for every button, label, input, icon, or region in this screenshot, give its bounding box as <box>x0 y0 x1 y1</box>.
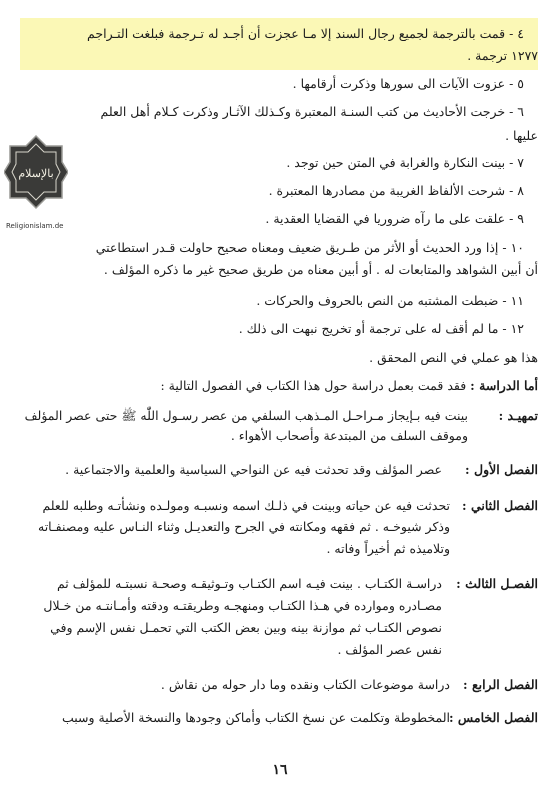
section-1-line-1: عصر المؤلف وقد تحدثت فيه عن النواحي السياسية والعلمية والاجتماعية . <box>65 462 442 477</box>
section-3-line-3: نصوص الكتـاب ثم موازنة بينه وبين بعض الكتب التي تحمـل نفس الإسم وفي <box>50 620 442 635</box>
item-5: ٥ - عزوت الآيات الى سورها وذكرت أرقامها . <box>292 76 524 91</box>
item-4: ٤ - قمت بالترجمة لجميع رجال السند إلا مـا عجزت أن أجـد له تـرجمة فبلغت التـراجم <box>87 26 524 41</box>
logo-caption: Religionislam.de <box>6 222 64 230</box>
section-2-line-2: وذكر شيوخـه . ثم فقهه ومكانته في الجرح والتعديـل وثناء النـاس عليه ومصنفـاته <box>38 519 450 534</box>
section-2-line-1: تحدثت فيه عن حياته وبينت في ذلـك اسمه ونسبـه ومولـده ونشأتـه وطلبه للعلم <box>42 498 450 513</box>
closing-line: هذا هو عملي في النص المحقق . <box>369 350 538 365</box>
section-label-2: الفصل الثاني : <box>462 498 538 513</box>
section-label-4: الفصل الرابع : <box>462 677 538 692</box>
section-label-1: الفصل الأول : <box>465 462 538 477</box>
section-label-intro: تمهيـد : <box>498 408 538 423</box>
item-10-continued: أن أبين الشواهد والمتابعات له . أو أبين معناه من طريق صحيح غير ما ذكره المؤلف . <box>103 262 538 277</box>
item-7: ٧ - بينت النكارة والغرابة في المتن حين توجد . <box>286 155 524 170</box>
section-4-line-1: دراسة موضوعات الكتاب ونقده وما دار حوله من نقاش . <box>160 677 450 692</box>
section-intro-line-2: وموقف السلف من المبتدعة وأصحاب الأهواء . <box>230 428 468 443</box>
svg-text:بالإسلام: بالإسلام <box>18 167 54 180</box>
page-number: ١٦ <box>272 762 288 778</box>
section-2-line-3: وتلاميذه ثم أخيراً وفاته . <box>326 541 450 556</box>
section-3-line-2: مصـادره وموارده في هـذا الكتـاب ومنهجـه وطريقتـه ودقته وأمـانتـه من خـلال <box>43 598 442 613</box>
item-9: ٩ - علقت على ما رآه ضروريا في القضايا العقدية . <box>265 211 524 226</box>
item-10: ١٠ - إذا ورد الحديث أو الأثر من طـريق ضعيف ومعناه صحيح حاولت قـدر استطاعتي <box>95 240 524 255</box>
religion-islam-logo-icon <box>4 132 68 222</box>
section-intro-line-1: بينت فيه بـإيجاز مـراحـل المـذهب السلفي من عصر رسـول اللّٰه ﷺ حتى عصر المؤلف <box>24 408 468 423</box>
section-5-line-1: المخطوطة وتكلمت عن نسخ الكتاب وأماكن وجودها والنسخة الأصلية وسبب <box>61 710 450 725</box>
item-6: ٦ - خرجت الأحاديث من كتب السنـة المعتبرة وكـذلك الآثـار وذكرت كـلام أهل العلم <box>100 104 524 119</box>
section-label-5: الفصل الخامس : <box>448 710 538 725</box>
item-4-continued: ١٢٧٧ ترجمة . <box>467 48 538 63</box>
section-3-line-4: نفس عصر المؤلف . <box>337 642 442 657</box>
section-3-line-1: دراسـة الكتـاب . بينت فيـه اسم الكتـاب وتـوثيقـه وصحـة نسبتـه للمؤلف ثم <box>56 576 442 591</box>
item-12: ١٢ - ما لم أقف له على ترجمة أو تخريج نبهت الى ذلك . <box>238 321 524 336</box>
item-11: ١١ - ضبطت المشتبه من النص بالحروف والحركات . <box>256 293 524 308</box>
study-intro: أما الدراسة : فقد قمت بعمل دراسة حول هذا الكتاب في الفصول التالية : <box>160 378 538 393</box>
item-8: ٨ - شرحت الألفاظ الغريبة من مصادرها المعتبرة . <box>268 183 524 198</box>
item-6-continued: عليها . <box>505 128 538 143</box>
section-label-3: الفصـل الثالث : <box>456 576 538 591</box>
